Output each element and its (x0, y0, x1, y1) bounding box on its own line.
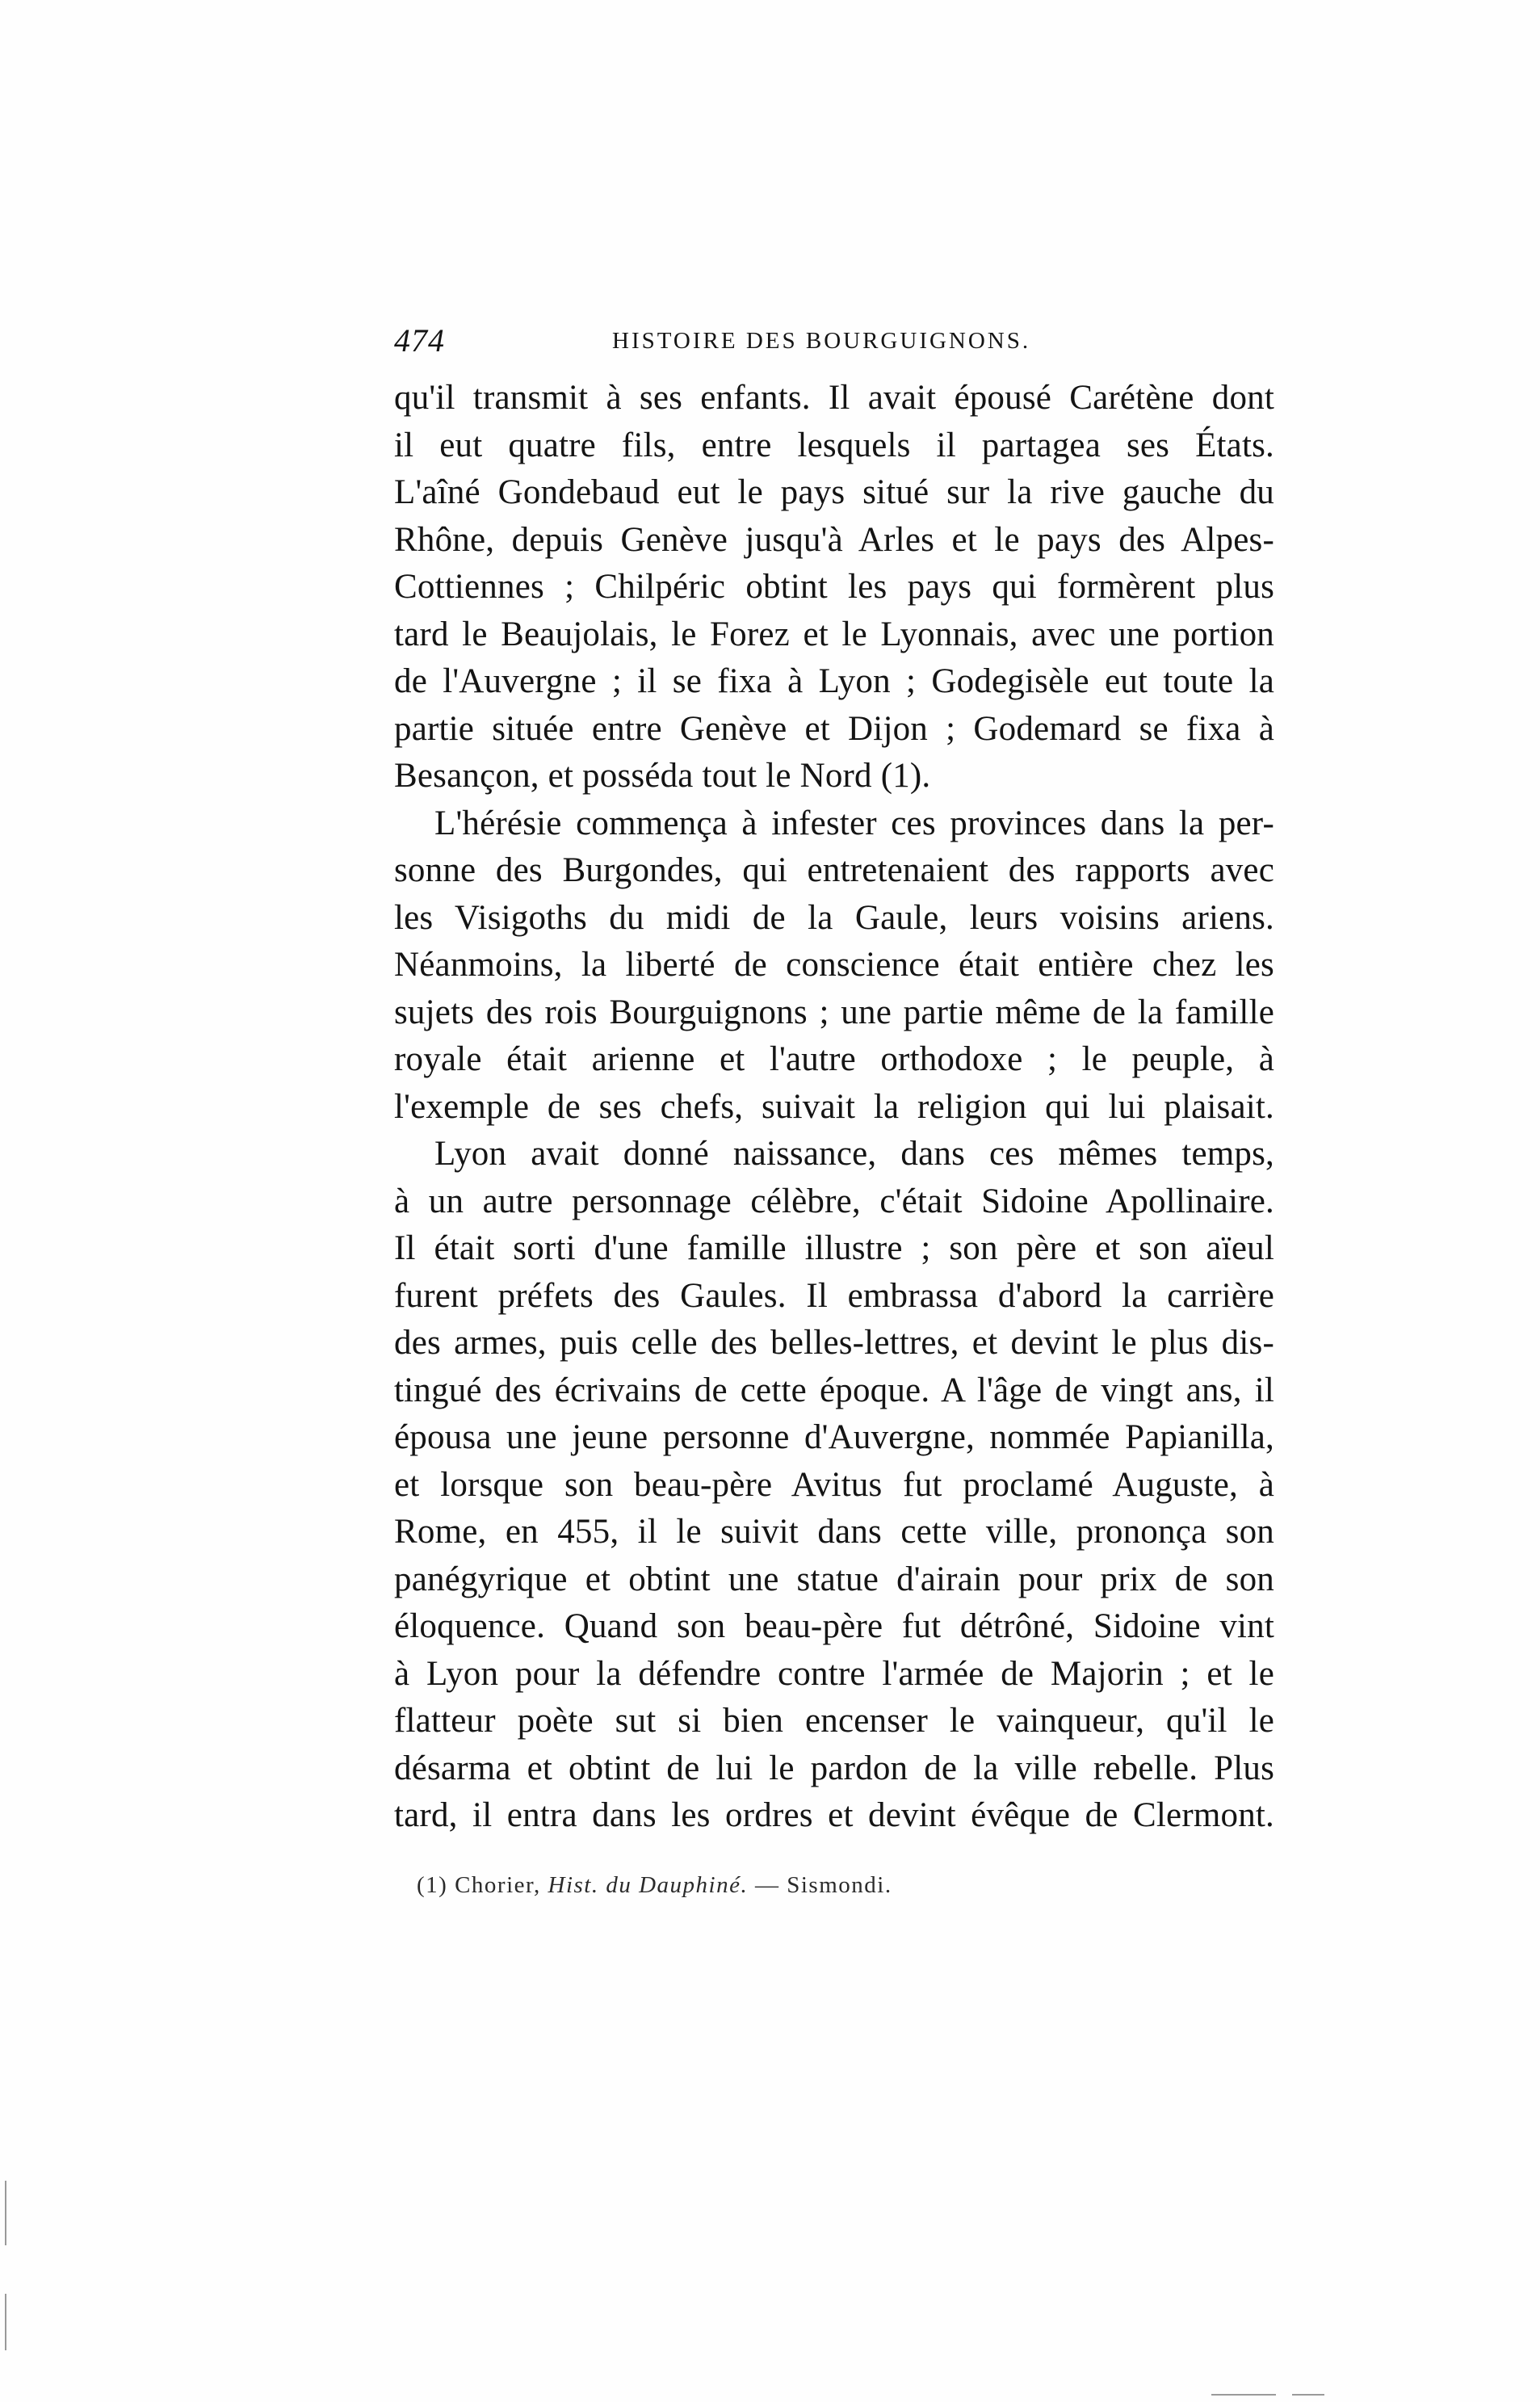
paragraph-1 (394, 375, 1274, 800)
text-line: sonne des Burgondes, qui entretenaient des rapports avec (394, 851, 1274, 889)
footnote-marker: (1) (417, 1872, 448, 1898)
paragraph-2 (394, 800, 1274, 1132)
text-line: Besançon, et posséda tout le Nord (1). (394, 757, 931, 795)
text-line: l'exemple de ses chefs, suivait la religion qui lui plaisait. (394, 1087, 1274, 1126)
text-line: Rome, en 455, il le suivit dans cette ville, prononça son (394, 1513, 1274, 1551)
scan-mark (5, 2294, 6, 2350)
text-line: panégyrique et obtint une statue d'airain pour prix de son (394, 1560, 1274, 1598)
text-line: Néanmoins, la liberté de conscience était entière chez les (394, 946, 1274, 984)
footnote-author: Chorier, (455, 1872, 541, 1898)
text-line: qu'il transmit à ses enfants. Il avait épousé Carétène dont (394, 379, 1274, 417)
text-line: Il était sorti d'une famille illustre ; son père et son aïeul (394, 1229, 1274, 1267)
text-line: tingué des écrivains de cette époque. A l'âge de vingt ans, il (394, 1371, 1274, 1409)
text-line: sujets des rois Bourguignons ; une partie même de la famille (394, 993, 1274, 1031)
running-title: HISTOIRE DES BOURGUIGNONS. (612, 328, 1031, 354)
text-line: partie située entre Genève et Dijon ; Godemard se fixa à (394, 709, 1274, 748)
scan-mark (1292, 2394, 1324, 2396)
scan-mark (5, 2181, 6, 2245)
paragraph-3 (394, 1131, 1274, 1840)
text-line: épousa une jeune personne d'Auvergne, nommée Papianilla, (394, 1418, 1274, 1456)
text-line: L'hérésie commença à infester ces provinces dans la per- (434, 804, 1274, 842)
text-line: tard, il entra dans les ordres et devint évêque de Clermont. (394, 1796, 1274, 1834)
text-line: tard le Beaujolais, le Forez et le Lyonnais, avec une portion (394, 615, 1274, 653)
text-line: L'aîné Gondebaud eut le pays situé sur la rive gauche du (394, 473, 1274, 511)
text-line: Lyon avait donné naissance, dans ces mêmes temps, (434, 1135, 1274, 1173)
text-line: flatteur poète sut si bien encenser le vainqueur, qu'il le (394, 1702, 1274, 1740)
footnote-work: Hist. du Dauphiné. (548, 1872, 749, 1898)
text-line: désarma et obtint de lui le pardon de la ville rebelle. Plus (394, 1749, 1274, 1787)
footnote-separator: — (754, 1872, 780, 1898)
footnote-other: Sismondi. (787, 1872, 892, 1898)
text-line: Rhône, depuis Genève jusqu'à Arles et le pays des Alpes- (394, 520, 1274, 559)
text-line: et lorsque son beau-père Avitus fut proclamé Auguste, à (394, 1465, 1274, 1504)
page-header (394, 321, 1274, 362)
footnote (417, 1872, 892, 1899)
text-line: à un autre personnage célèbre, c'était Sidoine Apollinaire. (394, 1182, 1274, 1220)
text-line: il eut quatre fils, entre lesquels il partagea ses États. (394, 426, 1274, 464)
text-line: éloquence. Quand son beau-père fut détrôné, Sidoine vint (394, 1607, 1274, 1645)
text-line: Cottiennes ; Chilpéric obtint les pays qui formèrent plus (394, 568, 1274, 606)
text-line: des armes, puis celle des belles-lettres, et devint le plus dis- (394, 1324, 1274, 1362)
body-text (394, 375, 1274, 1840)
text-line: de l'Auvergne ; il se fixa à Lyon ; Godegisèle eut toute la (394, 662, 1274, 700)
page-number: 474 (394, 322, 445, 359)
text-line: à Lyon pour la défendre contre l'armée de Majorin ; et le (394, 1654, 1274, 1693)
text-line: furent préfets des Gaules. Il embrassa d'abord la carrière (394, 1276, 1274, 1315)
text-line: les Visigoths du midi de la Gaule, leurs voisins ariens. (394, 898, 1274, 937)
scan-mark (1211, 2394, 1276, 2396)
text-line: royale était arienne et l'autre orthodoxe ; le peuple, à (394, 1040, 1274, 1078)
